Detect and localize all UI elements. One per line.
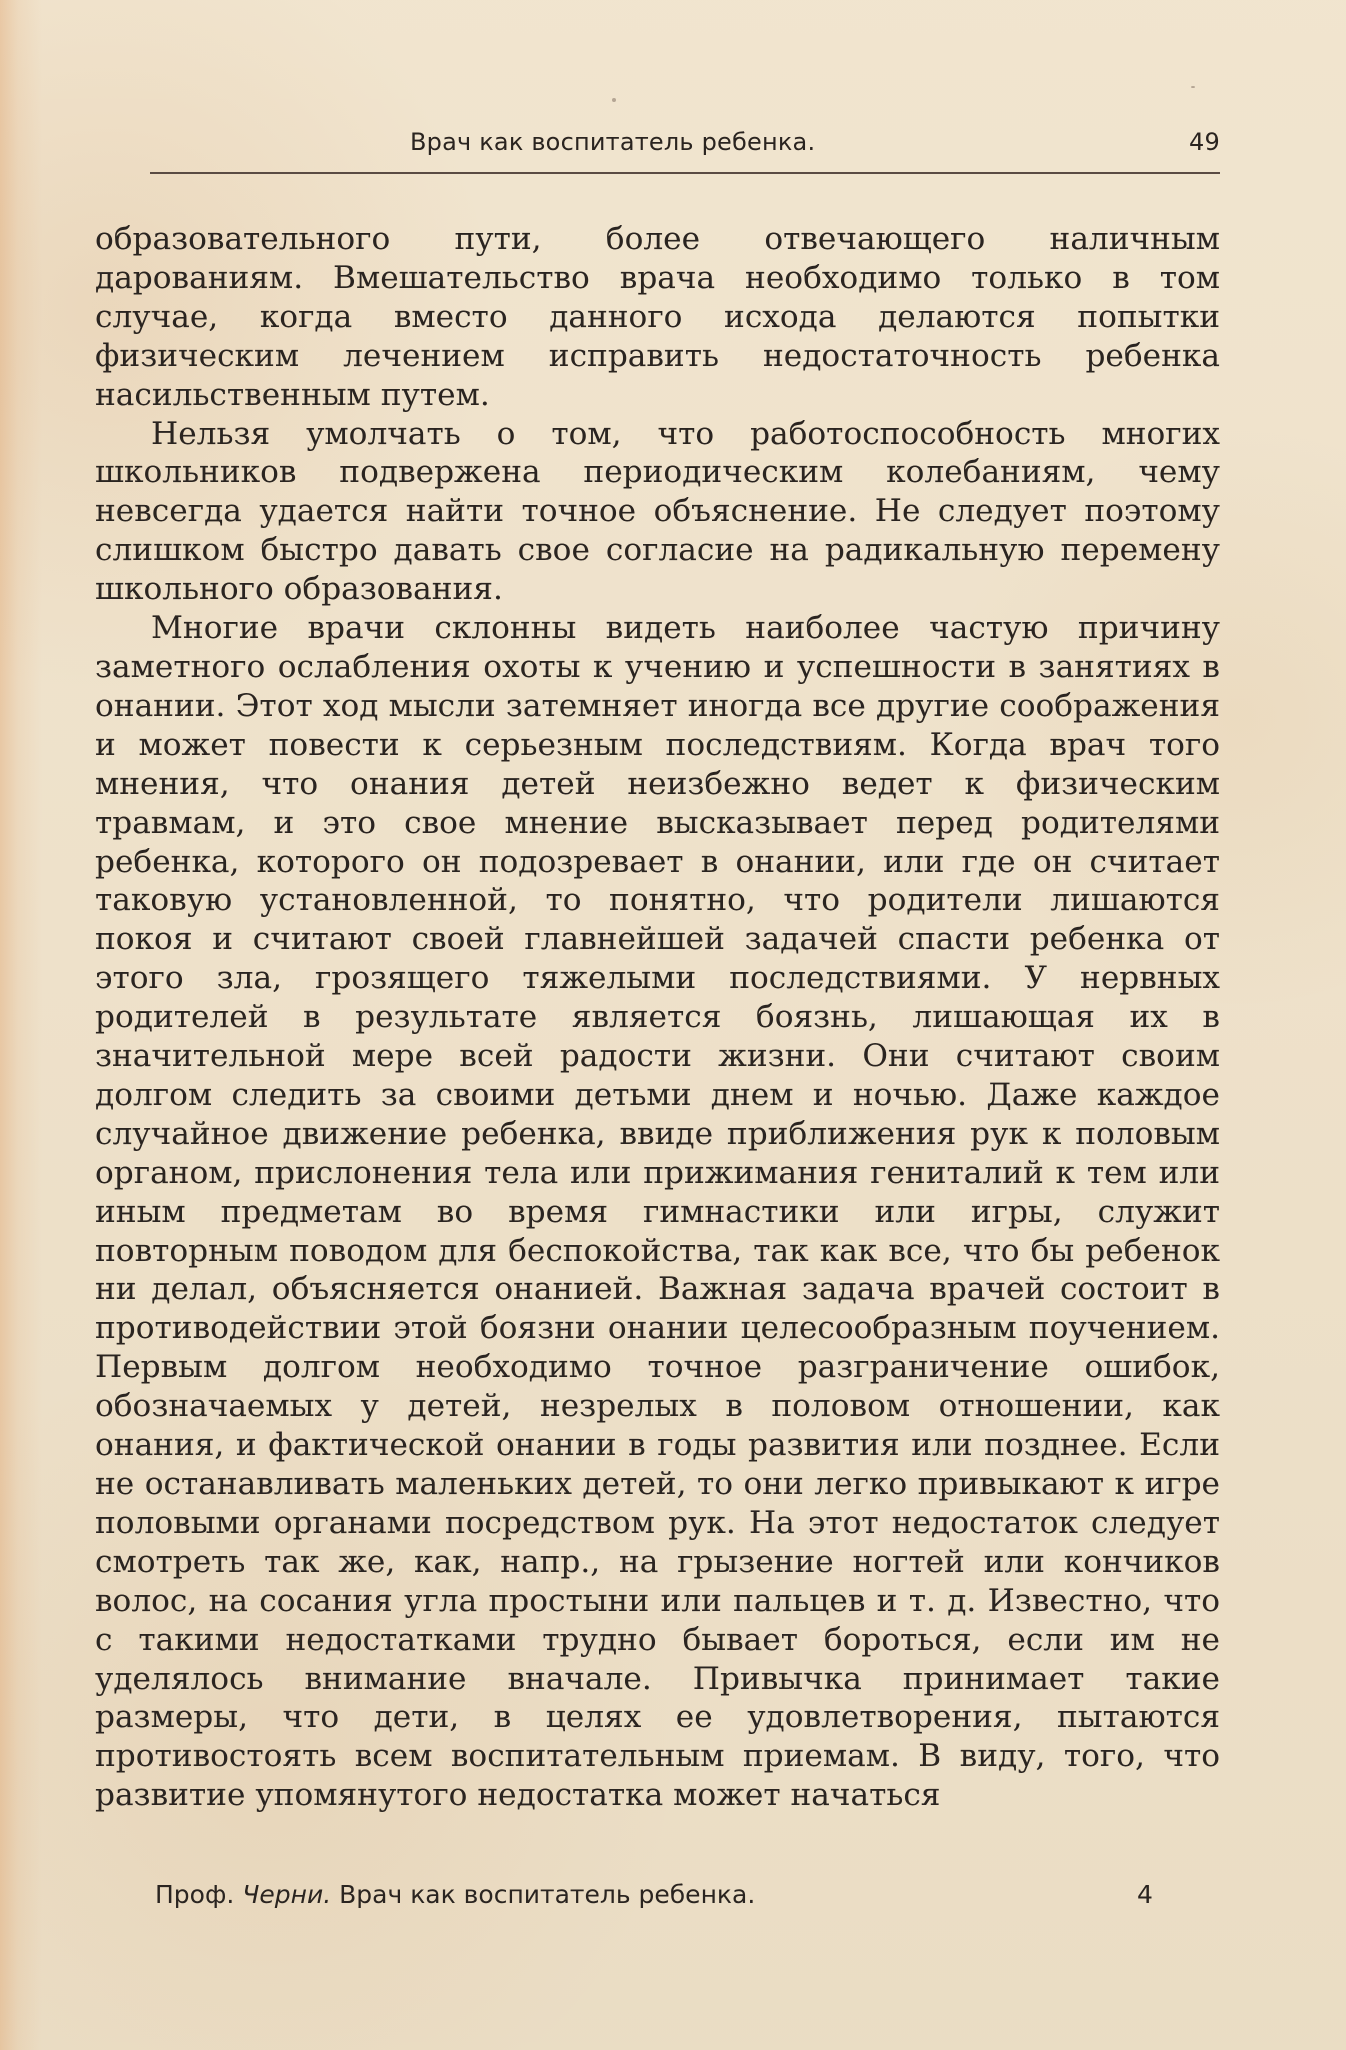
page-number: 49 [1189, 128, 1220, 156]
footer-author: Черни. [242, 1880, 332, 1909]
body-paragraph: Нельзя умолчать о том, что работоспособность многих школьников подвержена периодическим колебаниям, чему невсегда удается найти точное объяснение. Не следует поэтому слишком быстро давать свое согласие на радикальную перемену школьного образования. [95, 415, 1220, 608]
running-head: Врач как воспитатель ребенка. [410, 128, 816, 156]
footer-book-title: Врач как воспитатель ребенка. [339, 1880, 756, 1909]
footer-signature-line [155, 1880, 755, 1909]
paper-speck [612, 98, 616, 102]
footer-signature-number: 4 [1137, 1880, 1153, 1909]
header-rule [150, 172, 1220, 174]
paper-speck [1191, 86, 1195, 88]
body-paragraph: образовательного пути, более отвечающего наличным дарованиям. Вмешательство врача необходимо только в том случае, когда вместо данного исхода делаются попытки физическим лечением исправить недостаточность ребенка насильственным путем. [95, 221, 1220, 413]
page-header [410, 128, 1240, 162]
footer-prefix: Проф. [155, 1880, 235, 1909]
page-footer [155, 1880, 1155, 1918]
body-paragraph: Многие врачи склонны видеть наиболее частую причину заметного ослабления охоты к учению и успешности в занятиях в онании. Этот ход мысли затемняет иногда все другие соображения и может повести к серьезным последствиям. Когда врач того мнения, что онания детей неизбежно ведет к физическим травмам, и это свое мнение высказывает перед родителями ребенка, которого он подозревает в онании, или где он считает таковую установленной, то понятно, что родители лишаются покоя и считают своей главнейшей задачей спасти ребенка от этого зла, грозящего тяжелыми последствиями. У нервных родителей в результате является боязнь, лишающая их в значительной мере всей радости жизни. Они считают своим долгом следить за своими детьми днем и ночью. Даже каждое случайное движение ребенка, ввиде приближения рук к половым органом, прислонения тела или прижимания гениталий к тем или иным предметам во время гимнастики или игры, служит повторным поводом для беспокойства, так как все, что бы ребенок ни делал, объясняется онанией. Важная задача врачей состоит в противодействии этой боязни онании целесообразным поучением. Первым долгом необходимо точное разграничение ошибок, обозначаемых у детей, незрелых в половом отношении, как онания, и фактической онании в годы развития или позднее. Если не останавливать маленьких детей, то они легко привыкают к игре половыми органами посредством рук. На этот недостаток следует смотреть так же, как, напр., на грызение ногтей или кончиков волос, на сосания угла простыни или пальцев и т. д. Известно, что с такими недостатками трудно бывает бороться, если им не уделялось внимание вначале. Привычка принимает такие размеры, что дети, в целях ее удовлетворения, пытаются противостоять всем воспитательным приемам. В виду, того, что развитие упомянутого недостатка может начаться [95, 610, 1220, 1814]
page-body [95, 220, 1220, 1815]
